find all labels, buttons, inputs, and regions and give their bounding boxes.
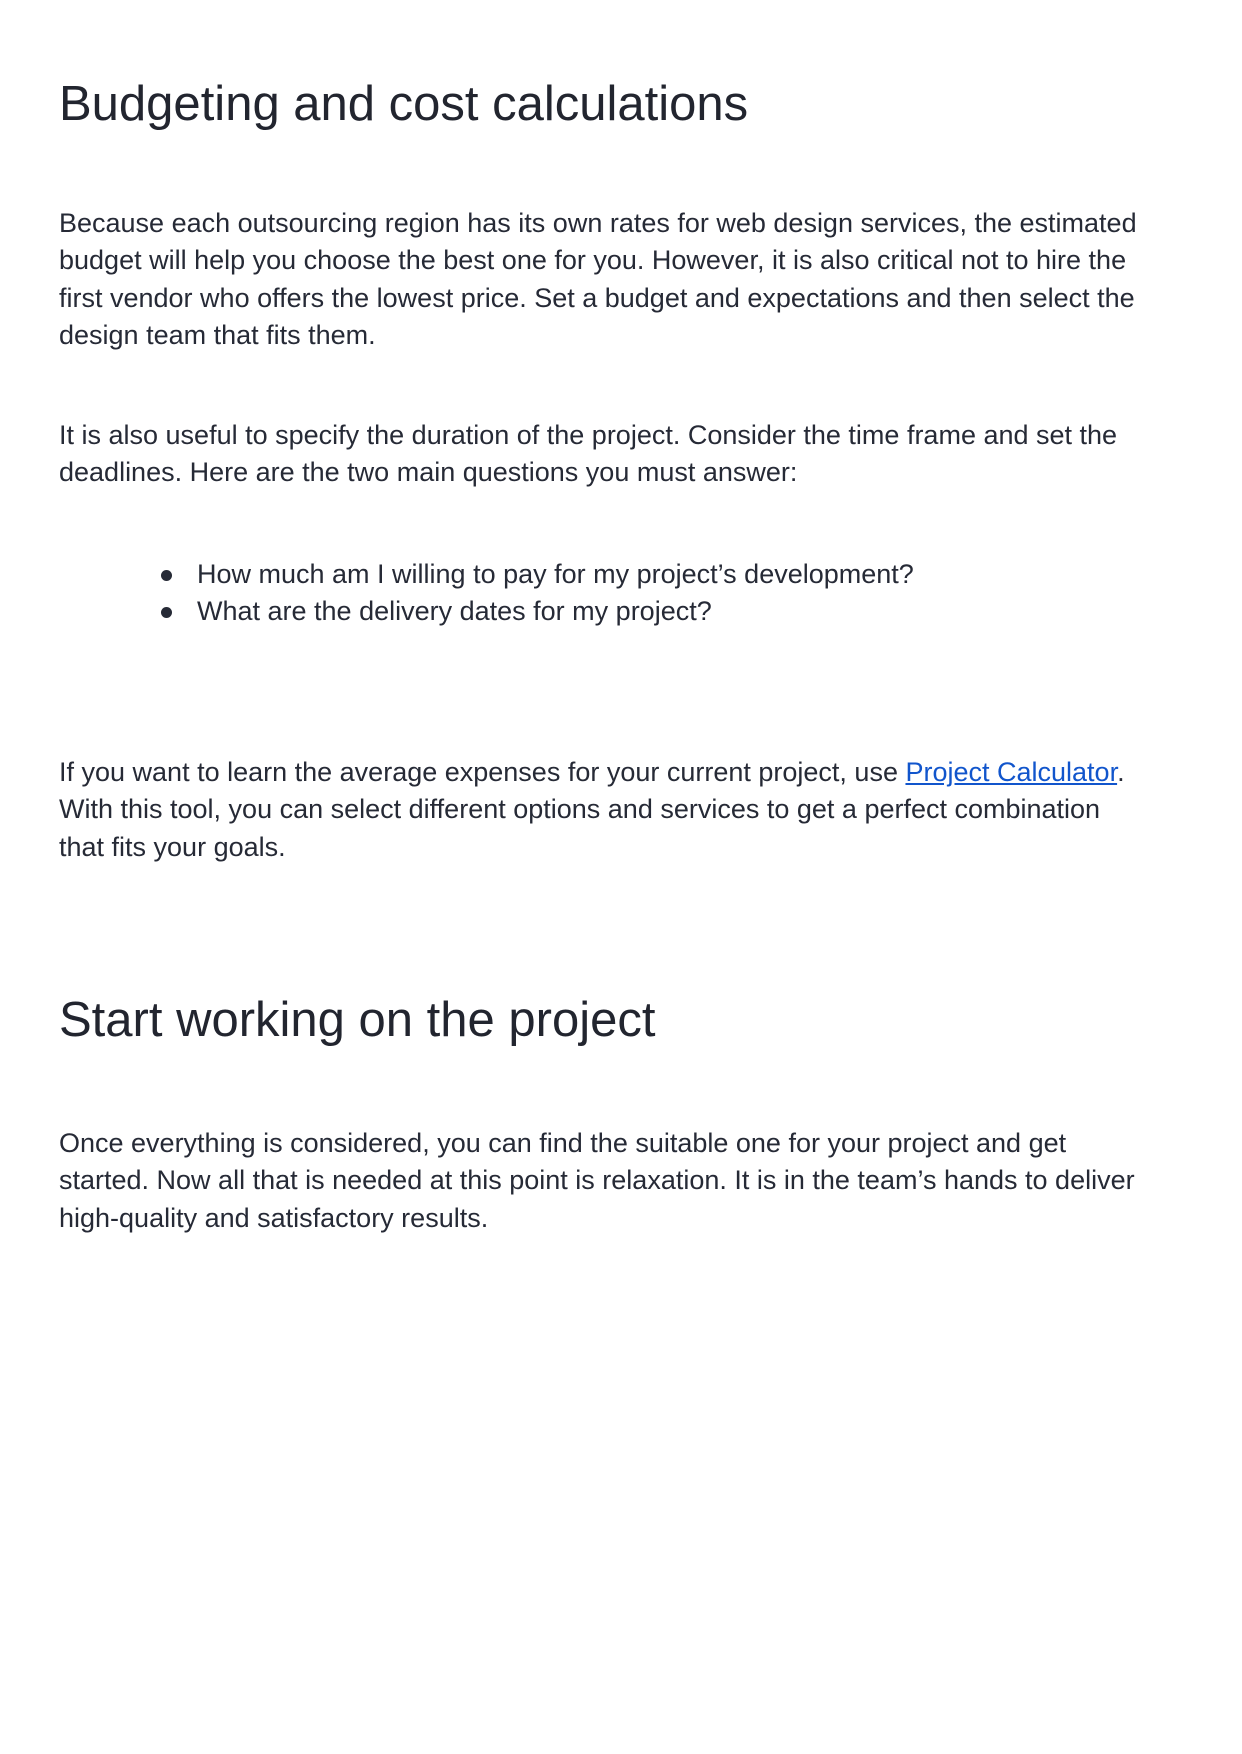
text-line: Once everything is considered, you can find the suitable one for your project and get: [59, 1128, 1067, 1158]
text-line: that fits your goals.: [59, 831, 286, 862]
text-line: high-quality and satisfactory results.: [59, 1202, 489, 1233]
bullet-icon: [161, 607, 172, 618]
text-fragment: If you want to learn the average expenses for your current project, use: [59, 757, 906, 787]
text-line: It is also useful to specify the duration of the project. Consider the time frame and set the: [59, 420, 1118, 450]
text-line: first vendor who offers the lowest price. Set a budget and expectations and then select the: [59, 282, 1135, 313]
list-item: [159, 593, 914, 630]
project-calculator-link[interactable]: Project Calculator: [905, 757, 1118, 787]
text-line: design team that fits them.: [59, 319, 376, 350]
heading-budgeting: Budgeting and cost calculations: [59, 77, 749, 131]
text-line: [59, 754, 1199, 791]
question-list: [159, 556, 914, 631]
heading-start-working: Start working on the project: [59, 993, 656, 1047]
paragraph-budget-intro: [59, 205, 1199, 354]
list-item: [159, 556, 914, 593]
text-line: started. Now all that is needed at this point is relaxation. It is in the team’s hands to deliver: [59, 1165, 1135, 1196]
paragraph-calculator: [59, 754, 1199, 866]
paragraph-duration: [59, 417, 1199, 492]
text-fragment: .: [1117, 757, 1125, 787]
list-item-text: How much am I willing to pay for my project’s development?: [197, 559, 914, 589]
bullet-icon: [161, 570, 172, 581]
paragraph-start-working: [59, 1125, 1199, 1237]
text-line: Because each outsourcing region has its own rates for web design services, the estimated: [59, 208, 1137, 238]
text-line: With this tool, you can select different options and services to get a perfect combination: [59, 794, 1101, 825]
text-line: deadlines. Here are the two main questions you must answer:: [59, 457, 798, 488]
list-item-text: What are the delivery dates for my project?: [197, 596, 712, 627]
text-line: budget will help you choose the best one for you. However, it is also critical not to hire the: [59, 245, 1127, 276]
